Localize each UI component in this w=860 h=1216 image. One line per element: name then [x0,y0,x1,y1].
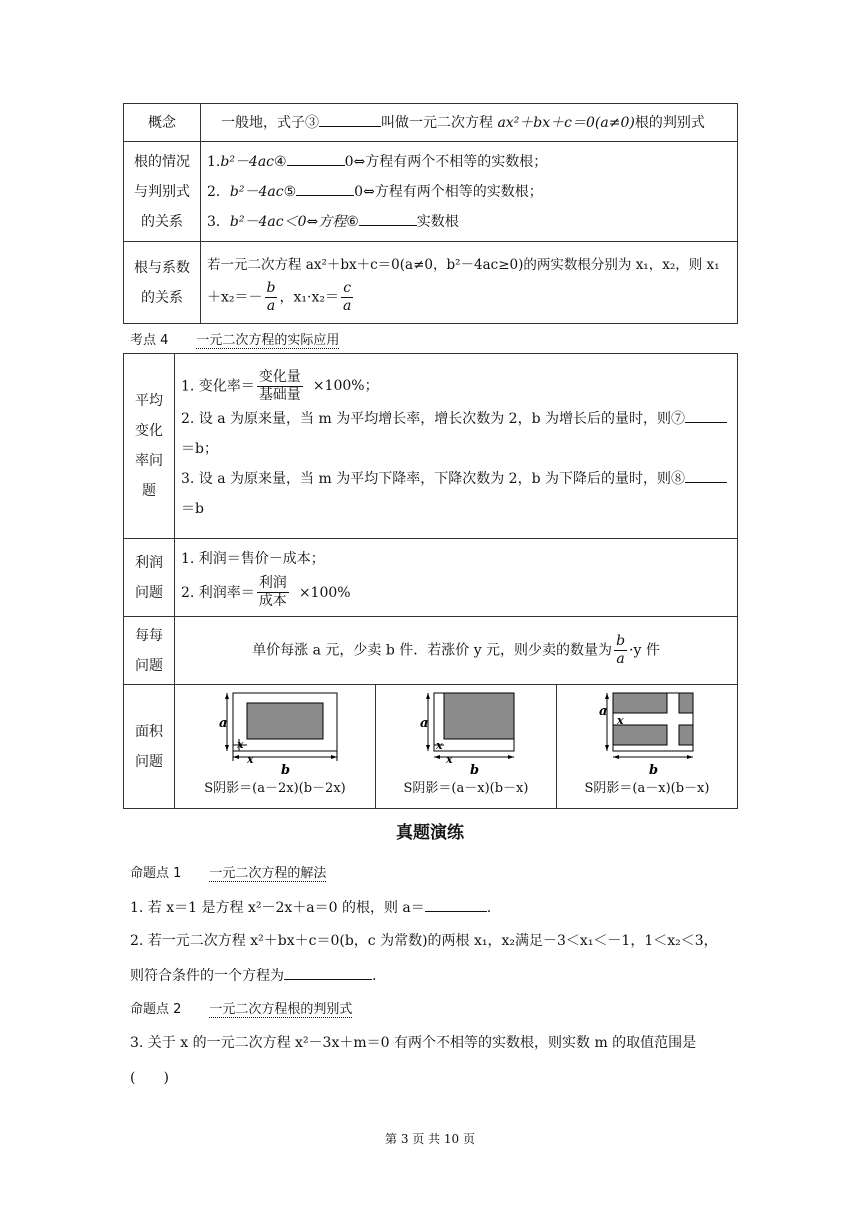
question-2-line-2: 则符合条件的一个方程为 . [130,965,376,985]
vieta-header-line: 的关系 [141,289,183,306]
rate-line-1: 1. 变化率＝ $\frac{\text{变化量}}{\text{基础量}}$ ×100%； [181,368,379,403]
concept-pre: 一般地，式子 [221,114,305,131]
question-3-options: ( ) [130,1070,169,1086]
relation-header-line: 的关系 [141,213,183,230]
concept-cell [201,104,738,142]
relation-header-line: 根的情况 [134,153,190,170]
vieta-header [124,242,201,324]
label-b: b [281,763,291,777]
area-formula-1: S阴影＝(a－2x)(b－2x) [204,781,346,796]
section-4-label: 考点 4 一元二次方程的实际应用 [130,333,340,348]
question-2-line-1: 2. 若一元二次方程 x²＋bx＋c＝0(b，c 为常数)的两根 x₁，x₂满足－3＜x₁＜－1，1＜x₂＜3， [130,933,718,949]
each-cell: 单价每涨 a 元，少卖 b 件．若涨价 y 元，则少卖的数量为 $\frac{b}{a}$ ·y 件 [175,617,738,685]
question-3-line-1: 3. 关于 x 的一元二次方程 x²－3x＋m＝0 有两个不相等的实数根，则实数 m 的取值范围是 [130,1035,697,1051]
properties-table [123,103,738,324]
fraction-profit: $\frac{\text{利润}}{\text{成本}}$ [258,575,287,609]
topic-1-title: 一元二次方程的解法 [209,866,327,881]
area-figure-2-cell [376,685,557,809]
area-formula-3: S阴影＝(a－x)(b－x) [584,781,710,796]
label-b: b [470,763,480,777]
label-b: b [649,763,659,777]
label-x: x [446,753,453,766]
concept-post1: 叫做一元二次方程 [381,114,498,131]
topic-2-title: 一元二次方程根的判别式 [209,1002,353,1017]
page-footer: 第 3 页 共 10 页 [385,1132,475,1146]
topic-1-label: 命题点 1 一元二次方程的解法 [130,866,327,881]
rate-line-3: 3. 设 a 为原来量，当 m 为平均下降率，下降次数为 2，b 为下降后的量时，则⑧ [181,464,737,494]
profit-line-1: 1. 利润＝售价－成本； [181,550,325,567]
label-x: x [237,738,244,751]
relation-header-line: 与判别式 [134,183,190,200]
answer-blank[interactable] [425,897,487,912]
question-1: 1. 若 x＝1 是方程 x²－2x＋a＝0 的根，则 a＝ . [130,897,491,917]
relation-cell [201,142,738,242]
section-4-title: 一元二次方程的实际应用 [196,333,340,348]
profit-line-2: 2. 利润率＝ $\frac{\text{利润}}{\text{成本}}$ ×100% [181,575,351,609]
area-diagram-3 [557,685,737,777]
fraction-c-over-a: $\frac{c}{a}$ [342,280,352,314]
rate-line-2: 2. 设 a 为原来量，当 m 为平均增长率，增长次数为 2，b 为增长后的量时，则⑦ [181,404,737,434]
rate-cell [175,354,738,539]
area-diagram-1 [175,685,375,777]
vieta-header-line: 根与系数 [134,259,190,276]
section-heading: 真题演练 [396,823,464,843]
label-x: x [436,739,443,752]
answer-blank[interactable] [284,965,372,980]
rate-line-3b: ＝b [181,500,204,517]
circle-3: ③ [305,114,319,131]
vieta-line-1: 若一元二次方程 ax²＋bx＋c＝0(a≠0，b²－4ac≥0)的两实数根分别为 x₁，x₂，则 x₁ [207,257,720,273]
relation-line-1: 1.b²－4ac④ 0⇔方程有两个不相等的实数根； [207,147,737,177]
each-header: 每每 问题 [124,617,175,685]
vieta-line-2: ＋x₂＝－ $\frac{b}{a}$ ，x₁·x₂＝ $\frac{c}{a}$ [207,280,352,314]
area-diagram-2 [376,685,556,777]
vieta-cell [201,242,738,324]
fraction-b-over-a: $\frac{b}{a}$ [266,280,276,314]
rate-header: 平均 变化 率问 题 [124,354,175,539]
rate-line-2b: ＝b； [181,440,218,457]
fraction-b-over-a-2: $\frac{b}{a}$ [616,633,626,667]
topic-2-label: 命题点 2 一元二次方程根的判别式 [130,1002,353,1017]
relation-header [124,142,201,242]
area-formula-2: S阴影＝(a－x)(b－x) [403,781,529,796]
label-x: x [617,714,624,727]
area-figure-3-cell [557,685,738,809]
relation-line-2: 2．b²－4ac⑤ 0⇔方程有两个相等的实数根； [207,177,737,207]
relation-line-3: 3．b²－4ac＜0⇔方程⑥ 实数根 [207,207,737,237]
label-x: x [247,753,254,766]
concept-post2: 根的判别式 [634,114,705,131]
label-a: a [599,704,608,719]
area-header: 面积 问题 [124,685,175,809]
area-figure-1-cell [175,685,376,809]
concept-header: 概念 [124,104,201,142]
application-table [123,353,738,809]
label-a: a [420,716,429,731]
concept-equation: ax²＋bx＋c＝0(a≠0) [497,114,635,131]
profit-cell [175,539,738,617]
profit-header: 利润 问题 [124,539,175,617]
fraction-change: $\frac{\text{变化量}}{\text{基础量}}$ [258,368,301,403]
label-a: a [219,716,228,731]
